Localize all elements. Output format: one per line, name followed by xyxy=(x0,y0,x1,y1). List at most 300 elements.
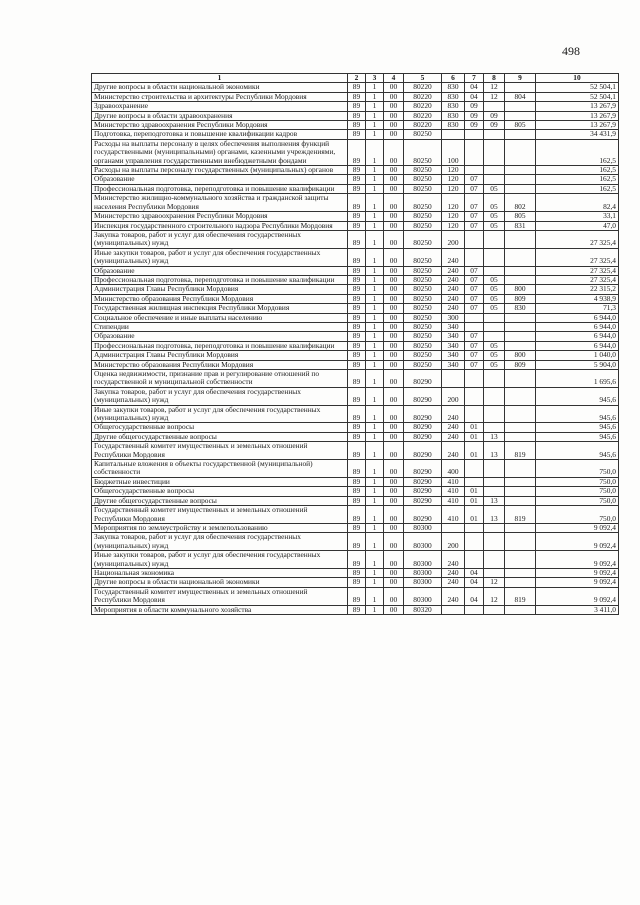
cell-code: 05 xyxy=(484,304,505,313)
cell-code: 89 xyxy=(348,423,366,432)
cell-code xyxy=(484,139,505,165)
cell-code: 80220 xyxy=(404,111,442,120)
table-row xyxy=(92,166,619,175)
cell-code: 830 xyxy=(442,102,465,111)
cell-code: 80320 xyxy=(404,605,442,614)
cell-code: 05 xyxy=(484,294,505,303)
cell-code xyxy=(484,551,505,569)
cell-code xyxy=(505,460,536,478)
cell-code xyxy=(505,230,536,248)
row-name: Образование xyxy=(92,175,348,184)
cell-code: 89 xyxy=(348,166,366,175)
cell-code xyxy=(465,230,484,248)
cell-code xyxy=(484,166,505,175)
cell-code xyxy=(505,166,536,175)
cell-code xyxy=(505,248,536,266)
row-name: Государственная жилищная инспекция Республики Мордовия xyxy=(92,304,348,313)
table-row xyxy=(92,248,619,266)
cell-code: 1 xyxy=(366,285,384,294)
cell-code: 05 xyxy=(484,351,505,360)
cell-code: 1 xyxy=(366,313,384,322)
cell-code: 00 xyxy=(384,587,404,605)
cell-code: 819 xyxy=(505,442,536,460)
table-row xyxy=(92,212,619,221)
cell-code: 09 xyxy=(465,111,484,120)
row-sum: 162,5 xyxy=(536,184,619,193)
cell-code: 89 xyxy=(348,175,366,184)
row-name: Закупка товаров, работ и услуг для обеспечения государственных (муниципальных) нужд xyxy=(92,387,348,405)
cell-code: 805 xyxy=(505,212,536,221)
cell-code: 00 xyxy=(384,460,404,478)
cell-code: 89 xyxy=(348,285,366,294)
cell-code: 80300 xyxy=(404,523,442,532)
cell-code xyxy=(505,496,536,505)
cell-code: 00 xyxy=(384,423,404,432)
cell-code: 80250 xyxy=(404,285,442,294)
column-header: 9 xyxy=(505,74,536,83)
cell-code: 1 xyxy=(366,212,384,221)
column-header: 1 xyxy=(92,74,348,83)
cell-code: 00 xyxy=(384,341,404,350)
cell-code: 05 xyxy=(484,341,505,350)
row-sum: 750,0 xyxy=(536,487,619,496)
row-name: Стипендии xyxy=(92,322,348,331)
cell-code xyxy=(505,568,536,577)
cell-code: 89 xyxy=(348,460,366,478)
row-name: Закупка товаров, работ и услуг для обеспечения государственных (муниципальных) нужд xyxy=(92,230,348,248)
cell-code: 00 xyxy=(384,285,404,294)
cell-code: 00 xyxy=(384,442,404,460)
cell-code xyxy=(465,477,484,486)
cell-code: 80290 xyxy=(404,506,442,524)
cell-code xyxy=(505,341,536,350)
cell-code: 80300 xyxy=(404,587,442,605)
column-header: 7 xyxy=(465,74,484,83)
cell-code: 89 xyxy=(348,230,366,248)
cell-code xyxy=(442,370,465,388)
row-name: Капитальные вложения в объекты государственной (муниципальной) собственности xyxy=(92,460,348,478)
cell-code: 00 xyxy=(384,121,404,130)
cell-code: 00 xyxy=(384,166,404,175)
cell-code xyxy=(505,423,536,432)
row-sum: 82,4 xyxy=(536,194,619,212)
table-row xyxy=(92,506,619,524)
cell-code: 89 xyxy=(348,442,366,460)
row-name: Здравоохранение xyxy=(92,102,348,111)
cell-code: 1 xyxy=(366,130,384,139)
cell-code: 80220 xyxy=(404,92,442,101)
row-name: Образование xyxy=(92,266,348,275)
cell-code: 804 xyxy=(505,92,536,101)
cell-code: 00 xyxy=(384,487,404,496)
cell-code: 80250 xyxy=(404,221,442,230)
row-sum: 945,6 xyxy=(536,442,619,460)
cell-code xyxy=(484,568,505,577)
cell-code: 240 xyxy=(442,304,465,313)
row-name: Администрация Главы Республики Мордовия xyxy=(92,285,348,294)
cell-code: 1 xyxy=(366,121,384,130)
cell-code: 89 xyxy=(348,506,366,524)
cell-code xyxy=(465,313,484,322)
cell-code xyxy=(505,102,536,111)
cell-code: 89 xyxy=(348,184,366,193)
cell-code: 1 xyxy=(366,387,384,405)
cell-code: 80220 xyxy=(404,102,442,111)
cell-code: 05 xyxy=(484,194,505,212)
cell-code: 89 xyxy=(348,139,366,165)
row-name: Расходы на выплаты персоналу государственных (муниципальных) органов xyxy=(92,166,348,175)
cell-code: 240 xyxy=(442,294,465,303)
row-name: Государственный комитет имущественных и земельных отношений Республики Мордовия xyxy=(92,442,348,460)
cell-code xyxy=(484,387,505,405)
cell-code: 00 xyxy=(384,313,404,322)
cell-code: 1 xyxy=(366,496,384,505)
cell-code: 00 xyxy=(384,304,404,313)
cell-code xyxy=(505,313,536,322)
cell-code xyxy=(505,83,536,92)
row-sum: 750,0 xyxy=(536,460,619,478)
row-sum: 6 944,0 xyxy=(536,322,619,331)
table-row xyxy=(92,578,619,587)
row-sum: 3 411,0 xyxy=(536,605,619,614)
cell-code: 80250 xyxy=(404,313,442,322)
cell-code: 05 xyxy=(484,221,505,230)
cell-code: 89 xyxy=(348,294,366,303)
cell-code: 04 xyxy=(465,83,484,92)
cell-code xyxy=(484,130,505,139)
cell-code: 89 xyxy=(348,605,366,614)
cell-code: 1 xyxy=(366,578,384,587)
cell-code: 89 xyxy=(348,121,366,130)
cell-code: 13 xyxy=(484,496,505,505)
cell-code: 1 xyxy=(366,341,384,350)
cell-code: 1 xyxy=(366,605,384,614)
cell-code: 00 xyxy=(384,175,404,184)
cell-code: 89 xyxy=(348,92,366,101)
row-sum: 945,6 xyxy=(536,387,619,405)
row-sum: 945,6 xyxy=(536,432,619,441)
cell-code: 1 xyxy=(366,533,384,551)
row-name: Мероприятия по землеустройству и землепользованию xyxy=(92,523,348,532)
cell-code: 09 xyxy=(484,121,505,130)
cell-code: 809 xyxy=(505,360,536,369)
cell-code xyxy=(505,111,536,120)
cell-code: 200 xyxy=(442,533,465,551)
cell-code: 1 xyxy=(366,304,384,313)
row-name: Другие вопросы в области здравоохранения xyxy=(92,111,348,120)
cell-code: 1 xyxy=(366,166,384,175)
cell-code: 80290 xyxy=(404,405,442,423)
cell-code: 1 xyxy=(366,221,384,230)
cell-code: 07 xyxy=(465,175,484,184)
cell-code: 89 xyxy=(348,432,366,441)
cell-code xyxy=(505,266,536,275)
cell-code: 80250 xyxy=(404,341,442,350)
row-name: Социальное обеспечение и иные выплаты населению xyxy=(92,313,348,322)
cell-code: 80290 xyxy=(404,442,442,460)
table-row xyxy=(92,322,619,331)
cell-code xyxy=(465,405,484,423)
cell-code xyxy=(465,130,484,139)
cell-code: 00 xyxy=(384,184,404,193)
cell-code: 1 xyxy=(366,523,384,532)
row-sum: 22 315,2 xyxy=(536,285,619,294)
table-row xyxy=(92,83,619,92)
cell-code: 00 xyxy=(384,432,404,441)
row-name: Национальная экономика xyxy=(92,568,348,577)
table-row xyxy=(92,370,619,388)
cell-code xyxy=(484,487,505,496)
cell-code: 01 xyxy=(465,442,484,460)
cell-code: 07 xyxy=(465,212,484,221)
cell-code xyxy=(505,175,536,184)
cell-code xyxy=(484,523,505,532)
cell-code xyxy=(505,139,536,165)
cell-code: 80250 xyxy=(404,266,442,275)
cell-code: 1 xyxy=(366,294,384,303)
row-sum: 34 431,9 xyxy=(536,130,619,139)
cell-code xyxy=(465,139,484,165)
cell-code: 80290 xyxy=(404,387,442,405)
cell-code: 89 xyxy=(348,360,366,369)
cell-code: 07 xyxy=(465,304,484,313)
table-row xyxy=(92,442,619,460)
table-row xyxy=(92,266,619,275)
table-row xyxy=(92,341,619,350)
table-row xyxy=(92,533,619,551)
cell-code: 240 xyxy=(442,432,465,441)
cell-code: 80250 xyxy=(404,166,442,175)
table-row xyxy=(92,111,619,120)
cell-code: 1 xyxy=(366,442,384,460)
row-name: Иные закупки товаров, работ и услуг для обеспечения государственных (муниципальных) нужд xyxy=(92,551,348,569)
table-row xyxy=(92,523,619,532)
cell-code xyxy=(484,405,505,423)
row-name: Министерство строительства и архитектуры Республики Мордовия xyxy=(92,92,348,101)
cell-code: 00 xyxy=(384,83,404,92)
cell-code: 00 xyxy=(384,322,404,331)
cell-code: 04 xyxy=(465,568,484,577)
cell-code: 07 xyxy=(465,341,484,350)
table-row xyxy=(92,275,619,284)
cell-code: 07 xyxy=(465,294,484,303)
cell-code: 80250 xyxy=(404,248,442,266)
cell-code xyxy=(505,578,536,587)
cell-code xyxy=(465,166,484,175)
cell-code: 00 xyxy=(384,92,404,101)
row-sum: 9 092,4 xyxy=(536,523,619,532)
cell-code: 80250 xyxy=(404,360,442,369)
cell-code: 819 xyxy=(505,506,536,524)
column-header: 8 xyxy=(484,74,505,83)
cell-code: 400 xyxy=(442,460,465,478)
cell-code: 00 xyxy=(384,130,404,139)
cell-code: 80290 xyxy=(404,460,442,478)
cell-code: 100 xyxy=(442,139,465,165)
cell-code: 1 xyxy=(366,551,384,569)
row-name: Другие вопросы в области национальной экономики xyxy=(92,578,348,587)
cell-code xyxy=(484,248,505,266)
cell-code: 240 xyxy=(442,285,465,294)
cell-code: 120 xyxy=(442,184,465,193)
table-row xyxy=(92,175,619,184)
cell-code: 07 xyxy=(465,275,484,284)
cell-code: 240 xyxy=(442,405,465,423)
cell-code: 805 xyxy=(505,121,536,130)
cell-code xyxy=(465,248,484,266)
cell-code: 80220 xyxy=(404,83,442,92)
row-name: Профессиональная подготовка, переподготовка и повышение квалификации xyxy=(92,184,348,193)
row-name: Министерство образования Республики Мордовия xyxy=(92,360,348,369)
cell-code: 00 xyxy=(384,351,404,360)
cell-code xyxy=(505,487,536,496)
row-sum: 945,6 xyxy=(536,405,619,423)
cell-code: 00 xyxy=(384,551,404,569)
row-name: Государственный комитет имущественных и земельных отношений Республики Мордовия xyxy=(92,506,348,524)
cell-code: 00 xyxy=(384,496,404,505)
table-row xyxy=(92,184,619,193)
row-name: Администрация Главы Республики Мордовия xyxy=(92,351,348,360)
table-row xyxy=(92,423,619,432)
cell-code: 830 xyxy=(442,111,465,120)
cell-code: 00 xyxy=(384,266,404,275)
row-sum: 27 325,4 xyxy=(536,248,619,266)
cell-code: 800 xyxy=(505,351,536,360)
cell-code: 1 xyxy=(366,111,384,120)
cell-code: 89 xyxy=(348,313,366,322)
cell-code: 1 xyxy=(366,351,384,360)
cell-code: 80290 xyxy=(404,370,442,388)
cell-code: 05 xyxy=(484,184,505,193)
cell-code: 240 xyxy=(442,551,465,569)
cell-code: 12 xyxy=(484,578,505,587)
cell-code xyxy=(505,605,536,614)
row-name: Профессиональная подготовка, переподготовка и повышение квалификации xyxy=(92,341,348,350)
table-row xyxy=(92,294,619,303)
cell-code: 1 xyxy=(366,322,384,331)
table-row xyxy=(92,102,619,111)
cell-code: 80290 xyxy=(404,487,442,496)
cell-code xyxy=(484,313,505,322)
table-row xyxy=(92,496,619,505)
cell-code: 410 xyxy=(442,477,465,486)
cell-code: 00 xyxy=(384,139,404,165)
cell-code: 00 xyxy=(384,194,404,212)
cell-code: 01 xyxy=(465,506,484,524)
row-sum: 47,0 xyxy=(536,221,619,230)
cell-code: 05 xyxy=(484,360,505,369)
cell-code: 13 xyxy=(484,506,505,524)
row-name: Другие общегосударственные вопросы xyxy=(92,432,348,441)
cell-code: 340 xyxy=(442,332,465,341)
cell-code: 120 xyxy=(442,166,465,175)
cell-code xyxy=(484,175,505,184)
cell-code: 07 xyxy=(465,332,484,341)
cell-code: 89 xyxy=(348,111,366,120)
cell-code: 1 xyxy=(366,487,384,496)
cell-code: 819 xyxy=(505,587,536,605)
cell-code xyxy=(484,460,505,478)
cell-code xyxy=(505,332,536,341)
cell-code: 89 xyxy=(348,351,366,360)
row-sum: 6 944,0 xyxy=(536,341,619,350)
cell-code: 00 xyxy=(384,212,404,221)
row-sum: 1 695,6 xyxy=(536,370,619,388)
cell-code xyxy=(484,477,505,486)
cell-code xyxy=(505,275,536,284)
table-row xyxy=(92,477,619,486)
cell-code: 410 xyxy=(442,506,465,524)
cell-code: 00 xyxy=(384,477,404,486)
cell-code: 00 xyxy=(384,332,404,341)
cell-code: 01 xyxy=(465,423,484,432)
cell-code xyxy=(484,266,505,275)
cell-code: 1 xyxy=(366,139,384,165)
cell-code: 89 xyxy=(348,568,366,577)
cell-code: 89 xyxy=(348,551,366,569)
row-sum: 750,0 xyxy=(536,496,619,505)
cell-code: 01 xyxy=(465,432,484,441)
cell-code: 1 xyxy=(366,92,384,101)
cell-code xyxy=(484,230,505,248)
row-name: Иные закупки товаров, работ и услуг для обеспечения государственных (муниципальных) нужд xyxy=(92,405,348,423)
row-sum: 4 938,9 xyxy=(536,294,619,303)
row-sum: 6 944,0 xyxy=(536,332,619,341)
cell-code: 80300 xyxy=(404,551,442,569)
cell-code xyxy=(484,102,505,111)
row-name: Инспекция государственного строительного надзора Республики Мордовия xyxy=(92,221,348,230)
cell-code: 410 xyxy=(442,487,465,496)
budget-table xyxy=(91,73,619,615)
row-name: Министерство жилищно-коммунального хозяйства и гражданской защиты населения Республики Мордовия xyxy=(92,194,348,212)
cell-code xyxy=(442,523,465,532)
row-sum: 750,0 xyxy=(536,477,619,486)
cell-code: 07 xyxy=(465,221,484,230)
cell-code: 300 xyxy=(442,313,465,322)
cell-code: 07 xyxy=(465,285,484,294)
cell-code: 05 xyxy=(484,285,505,294)
column-header: 2 xyxy=(348,74,366,83)
cell-code: 89 xyxy=(348,275,366,284)
row-name: Образование xyxy=(92,332,348,341)
cell-code: 89 xyxy=(348,304,366,313)
cell-code: 80250 xyxy=(404,275,442,284)
row-sum: 71,3 xyxy=(536,304,619,313)
cell-code: 80290 xyxy=(404,477,442,486)
cell-code: 1 xyxy=(366,568,384,577)
cell-code: 89 xyxy=(348,523,366,532)
column-header: 5 xyxy=(404,74,442,83)
cell-code: 830 xyxy=(442,92,465,101)
row-name: Расходы на выплаты персоналу в целях обеспечения выполнения функций государственными (муниципальными) органами, казенными учреждениями, органами управления государственными внебюджетными фондами xyxy=(92,139,348,165)
table-row xyxy=(92,360,619,369)
cell-code: 1 xyxy=(366,102,384,111)
cell-code: 00 xyxy=(384,294,404,303)
table-row xyxy=(92,139,619,165)
cell-code: 240 xyxy=(442,442,465,460)
cell-code: 340 xyxy=(442,360,465,369)
cell-code: 13 xyxy=(484,432,505,441)
cell-code: 80250 xyxy=(404,332,442,341)
cell-code: 1 xyxy=(366,332,384,341)
cell-code: 00 xyxy=(384,370,404,388)
row-name: Другие общегосударственные вопросы xyxy=(92,496,348,505)
row-sum: 162,5 xyxy=(536,139,619,165)
cell-code: 80220 xyxy=(404,121,442,130)
cell-code: 00 xyxy=(384,102,404,111)
cell-code: 04 xyxy=(465,587,484,605)
row-sum: 9 092,4 xyxy=(536,533,619,551)
